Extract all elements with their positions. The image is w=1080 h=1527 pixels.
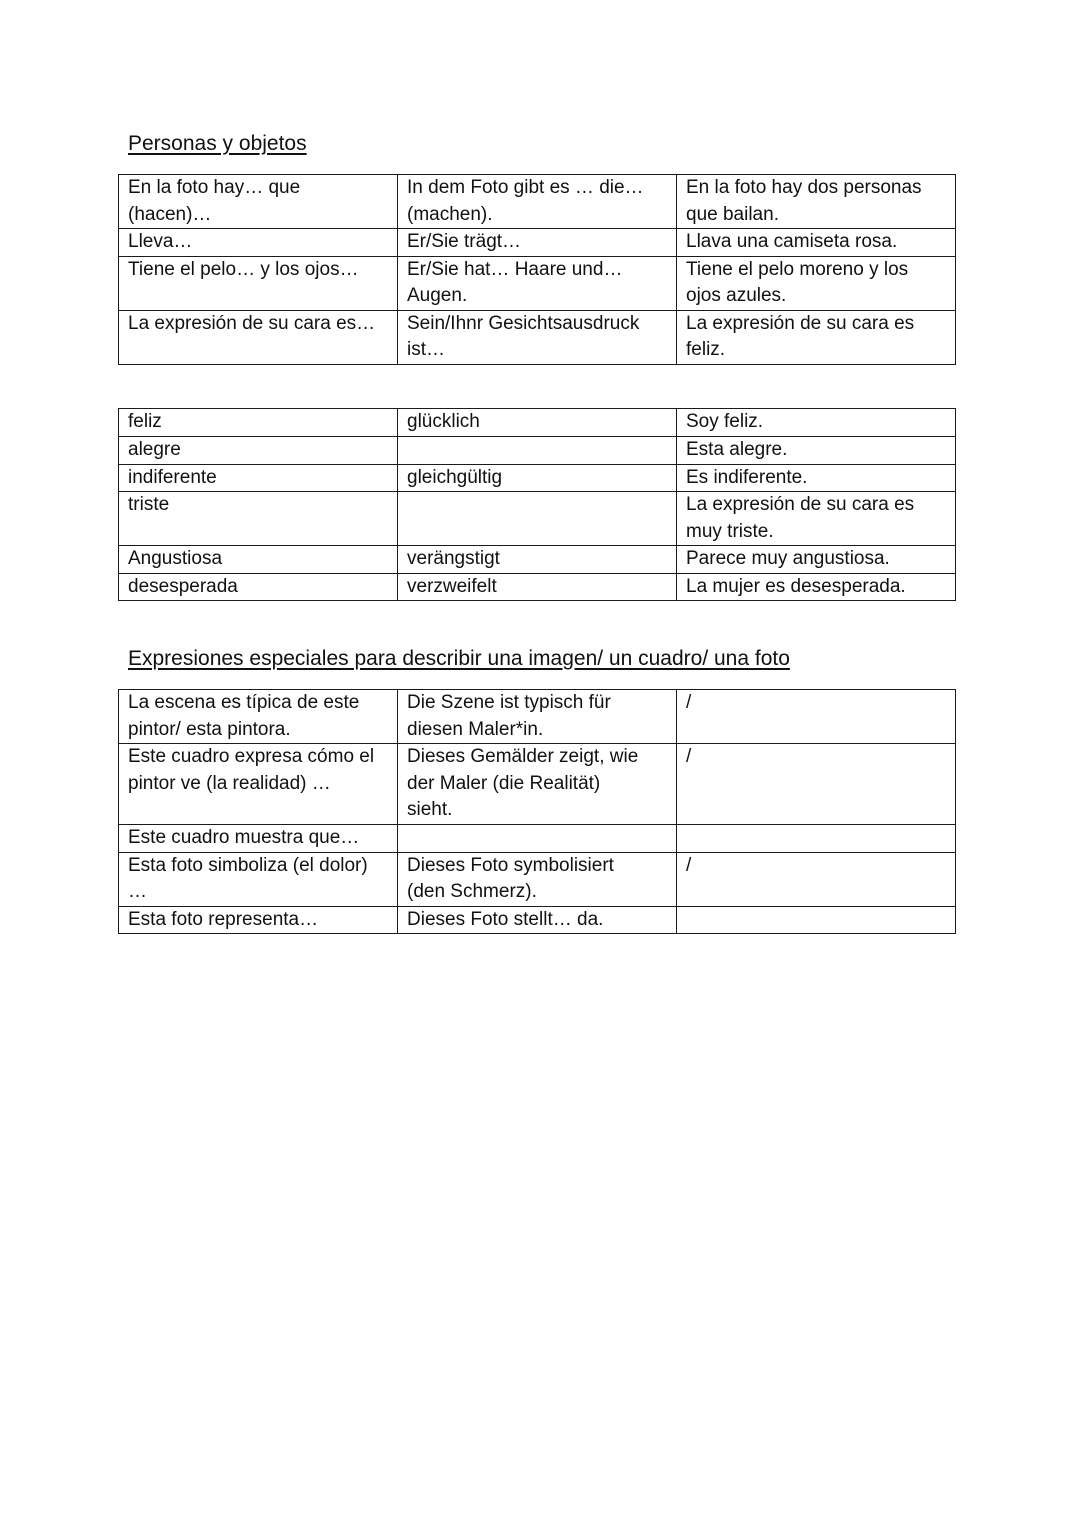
- table-cell: [677, 906, 956, 934]
- table-row: [119, 690, 956, 744]
- table-cell: En la foto hay dos personas que bailan.: [677, 175, 956, 229]
- table-cell: [398, 492, 677, 546]
- table-cell: Er/Sie hat… Haare und… Augen.: [398, 256, 677, 310]
- table-cell: Dieses Gemälder zeigt, wie der Maler (die Realität) sieht.: [398, 744, 677, 825]
- table-personas-y-objetos: [118, 174, 956, 365]
- table-cell: Esta alegre.: [677, 437, 956, 465]
- table-cell: Esta foto representa…: [119, 906, 398, 934]
- table-row: [119, 852, 956, 906]
- table-row: [119, 409, 956, 437]
- table-row: [119, 573, 956, 601]
- table-cell: La expresión de su cara es…: [119, 310, 398, 364]
- section-heading-expresiones-especiales: Expresiones especiales para describir una imagen/ un cuadro/ una foto: [128, 647, 790, 670]
- table-cell: feliz: [119, 409, 398, 437]
- table-cell: Lleva…: [119, 229, 398, 257]
- table-cell: Esta foto simboliza (el dolor) …: [119, 852, 398, 906]
- table-cell: /: [677, 690, 956, 744]
- table-cell: La mujer es desesperada.: [677, 573, 956, 601]
- table-cell: verängstigt: [398, 546, 677, 574]
- table-row: [119, 825, 956, 853]
- table-cell: Die Szene ist typisch für diesen Maler*in.: [398, 690, 677, 744]
- table-row: [119, 256, 956, 310]
- table-cell: La expresión de su cara es muy triste.: [677, 492, 956, 546]
- table-expresiones-especiales: [118, 689, 956, 934]
- table-cell: Soy feliz.: [677, 409, 956, 437]
- table-cell: Dieses Foto stellt… da.: [398, 906, 677, 934]
- table-row: [119, 310, 956, 364]
- table-cell: La expresión de su cara es feliz.: [677, 310, 956, 364]
- table-cell: glücklich: [398, 409, 677, 437]
- table-cell: Parece muy angustiosa.: [677, 546, 956, 574]
- table-row: [119, 546, 956, 574]
- table-cell: alegre: [119, 437, 398, 465]
- table-cell: gleichgültig: [398, 464, 677, 492]
- table-cell: Er/Sie trägt…: [398, 229, 677, 257]
- table-cell: La escena es típica de este pintor/ esta pintora.: [119, 690, 398, 744]
- table-row: [119, 437, 956, 465]
- table-cell: En la foto hay… que (hacen)…: [119, 175, 398, 229]
- section-heading-personas-y-objetos: Personas y objetos: [128, 132, 307, 155]
- table-row: [119, 744, 956, 825]
- table-cell: /: [677, 744, 956, 825]
- table-cell: Tiene el pelo… y los ojos…: [119, 256, 398, 310]
- table-cell: Angustiosa: [119, 546, 398, 574]
- table-cell: Tiene el pelo moreno y los ojos azules.: [677, 256, 956, 310]
- table-cell: [398, 825, 677, 853]
- table-row: [119, 492, 956, 546]
- table-emotions: [118, 408, 956, 601]
- table-cell: /: [677, 852, 956, 906]
- table-cell: Este cuadro expresa cómo el pintor ve (la realidad) …: [119, 744, 398, 825]
- table-cell: Dieses Foto symbolisiert (den Schmerz).: [398, 852, 677, 906]
- table-cell: triste: [119, 492, 398, 546]
- table-cell: Este cuadro muestra que…: [119, 825, 398, 853]
- table-cell: Sein/Ihnr Gesichtsausdruck ist…: [398, 310, 677, 364]
- table-cell: [398, 437, 677, 465]
- table-row: [119, 906, 956, 934]
- table-row: [119, 229, 956, 257]
- table-row: [119, 175, 956, 229]
- table-cell: In dem Foto gibt es … die… (machen).: [398, 175, 677, 229]
- table-row: [119, 464, 956, 492]
- table-cell: indiferente: [119, 464, 398, 492]
- table-cell: Llava una camiseta rosa.: [677, 229, 956, 257]
- table-cell: [677, 825, 956, 853]
- table-cell: verzweifelt: [398, 573, 677, 601]
- table-cell: desesperada: [119, 573, 398, 601]
- table-cell: Es indiferente.: [677, 464, 956, 492]
